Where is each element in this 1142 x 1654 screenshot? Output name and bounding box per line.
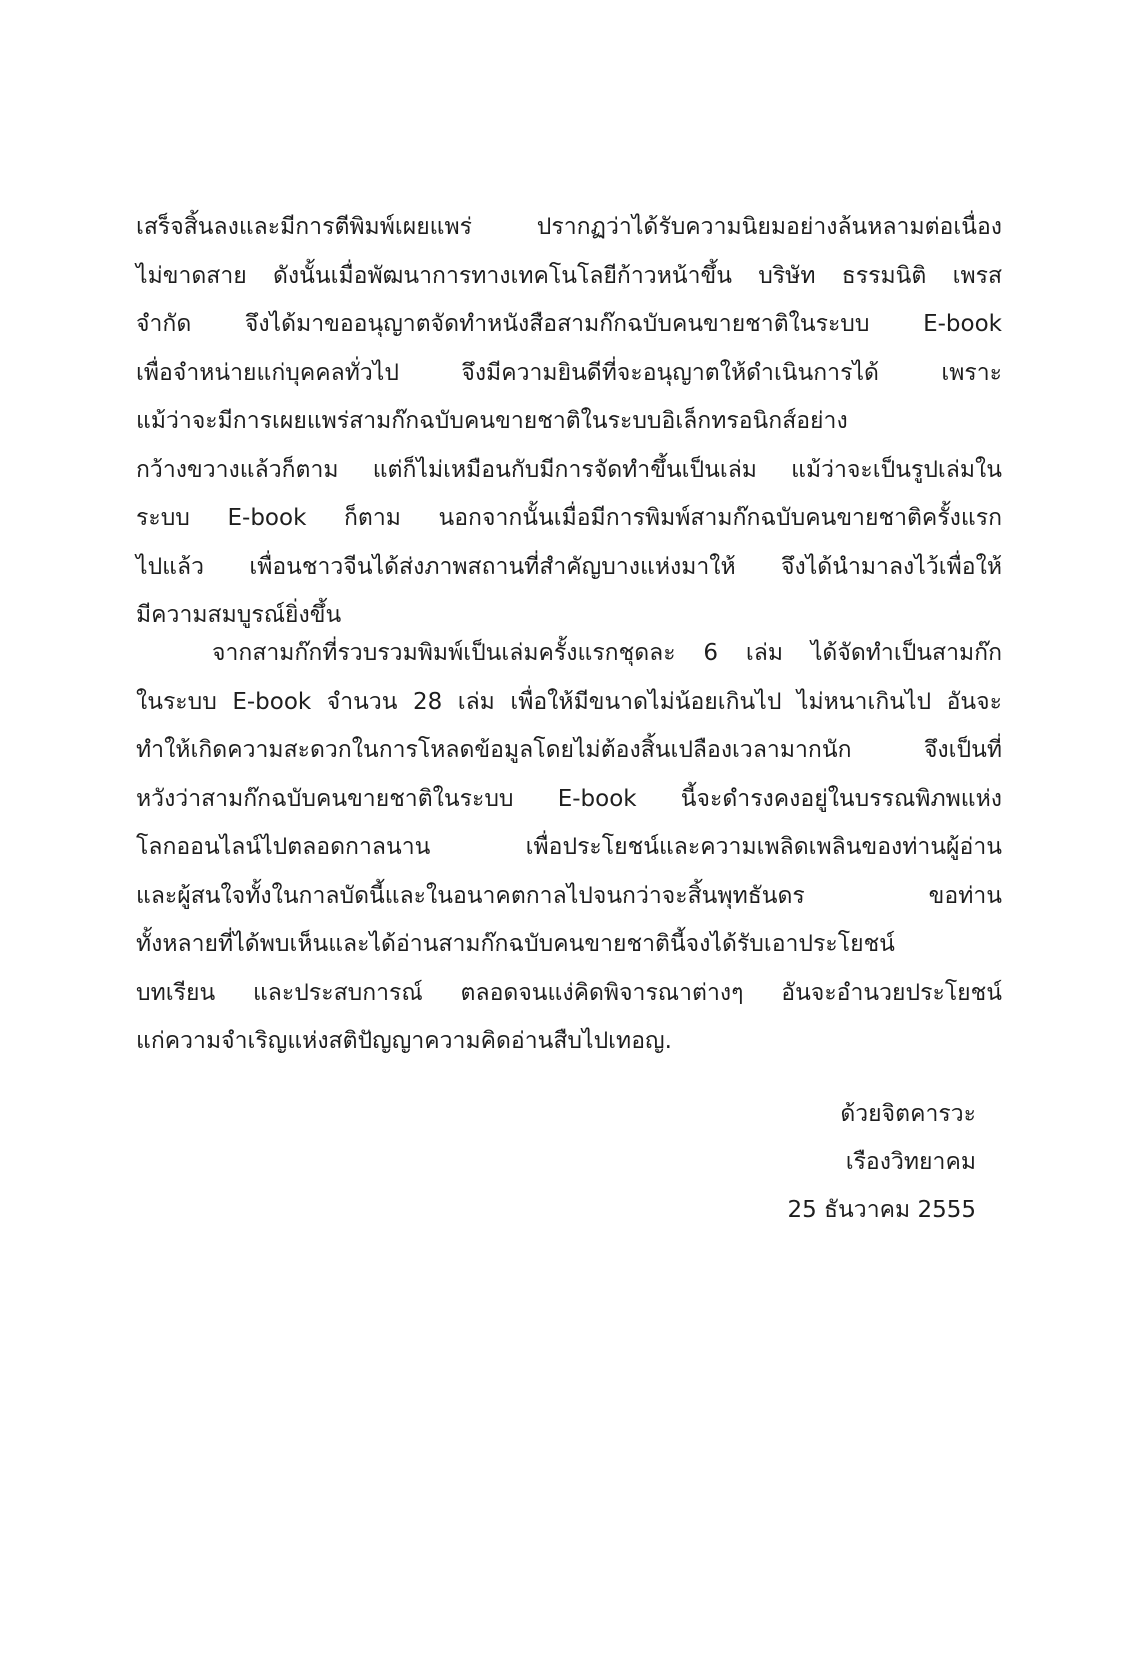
text-line: ในระบบ E-book จำนวน 28 เล่ม เพื่อให้มีขนาดไม่น้อยเกินไป ไม่หนาเกินไป อันจะ: [136, 688, 1002, 715]
text-line: ไปแล้ว เพื่อนชาวจีนได้ส่งภาพสถานที่สำคัญบางแห่งมาให้ จึงได้นำมาลงไว้เพื่อให้: [136, 553, 1002, 580]
text-line: แก่ความจำเริญแห่งสติปัญญาความคิดอ่านสืบไปเทอญ.: [136, 1028, 672, 1054]
text-line: ทั้งหลายที่ได้พบเห็นและได้อ่านสามก๊กฉบับคนขายชาตินี้จงได้รับเอาประโยชน์: [136, 931, 895, 957]
text-line: เสร็จสิ้นลงและมีการตีพิมพ์เผยแพร่ ปรากฏว่าได้รับความนิยมอย่างล้นหลามต่อเนื่อง: [136, 214, 1002, 240]
text-line: จำกัด จึงได้มาขออนุญาตจัดทำหนังสือสามก๊กฉบับคนขายชาติในระบบ E-book: [136, 311, 1002, 337]
signature-block: [787, 1090, 976, 1234]
text-line: และผู้สนใจทั้งในกาลบัดนี้และในอนาคตกาลไปจนกว่าจะสิ้นพุทธันดร ขอท่าน: [136, 882, 1002, 909]
text-line: โลกออนไลน์ไปตลอดกาลนาน เพื่อประโยชน์และความเพลิดเพลินของท่านผู้อ่าน: [136, 834, 1002, 860]
signature-date: 25 ธันวาคม 2555: [787, 1197, 976, 1223]
signature-author: เรืองวิทยาคม: [845, 1149, 976, 1175]
text-line: มีความสมบูรณ์ยิ่งขึ้น: [136, 602, 342, 628]
paragraph-2: [136, 629, 1002, 1066]
text-line: เพื่อจำหน่ายแก่บุคคลทั่วไป จึงมีความยินดีที่จะอนุญาตให้ดำเนินการได้ เพราะ: [136, 359, 1002, 386]
signature-closing: ด้วยจิตคารวะ: [840, 1101, 976, 1127]
paragraph-1: [136, 203, 1002, 640]
text-line: กว้างขวางแล้วก็ตาม แต่ก็ไม่เหมือนกับมีการจัดทำขึ้นเป็นเล่ม แม้ว่าจะเป็นรูปเล่มใน: [136, 456, 1002, 483]
text-line: ไม่ขาดสาย ดังนั้นเมื่อพัฒนาการทางเทคโนโลยีก้าวหน้าขึ้น บริษัท ธรรมนิติ เพรส: [136, 262, 1002, 289]
text-line: หวังว่าสามก๊กฉบับคนขายชาติในระบบ E-book นี้จะดำรงคงอยู่ในบรรณพิภพแห่ง: [136, 785, 1002, 812]
text-line: จากสามก๊กที่รวบรวมพิมพ์เป็นเล่มครั้งแรกชุดละ 6 เล่ม ได้จัดทำเป็นสามก๊ก: [212, 640, 1002, 666]
text-line: ระบบ E-book ก็ตาม นอกจากนั้นเมื่อมีการพิมพ์สามก๊กฉบับคนขายชาติครั้งแรก: [136, 505, 1002, 531]
text-line: บทเรียน และประสบการณ์ ตลอดจนแง่คิดพิจารณาต่างๆ อันจะอำนวยประโยชน์: [136, 979, 1002, 1006]
text-line: แม้ว่าจะมีการเผยแพร่สามก๊กฉบับคนขายชาติในระบบอิเล็กทรอนิกส์อย่าง: [136, 408, 848, 434]
text-line: ทำให้เกิดความสะดวกในการโหลดข้อมูลโดยไม่ต้องสิ้นเปลืองเวลามากนัก จึงเป็นที่: [136, 737, 1002, 763]
